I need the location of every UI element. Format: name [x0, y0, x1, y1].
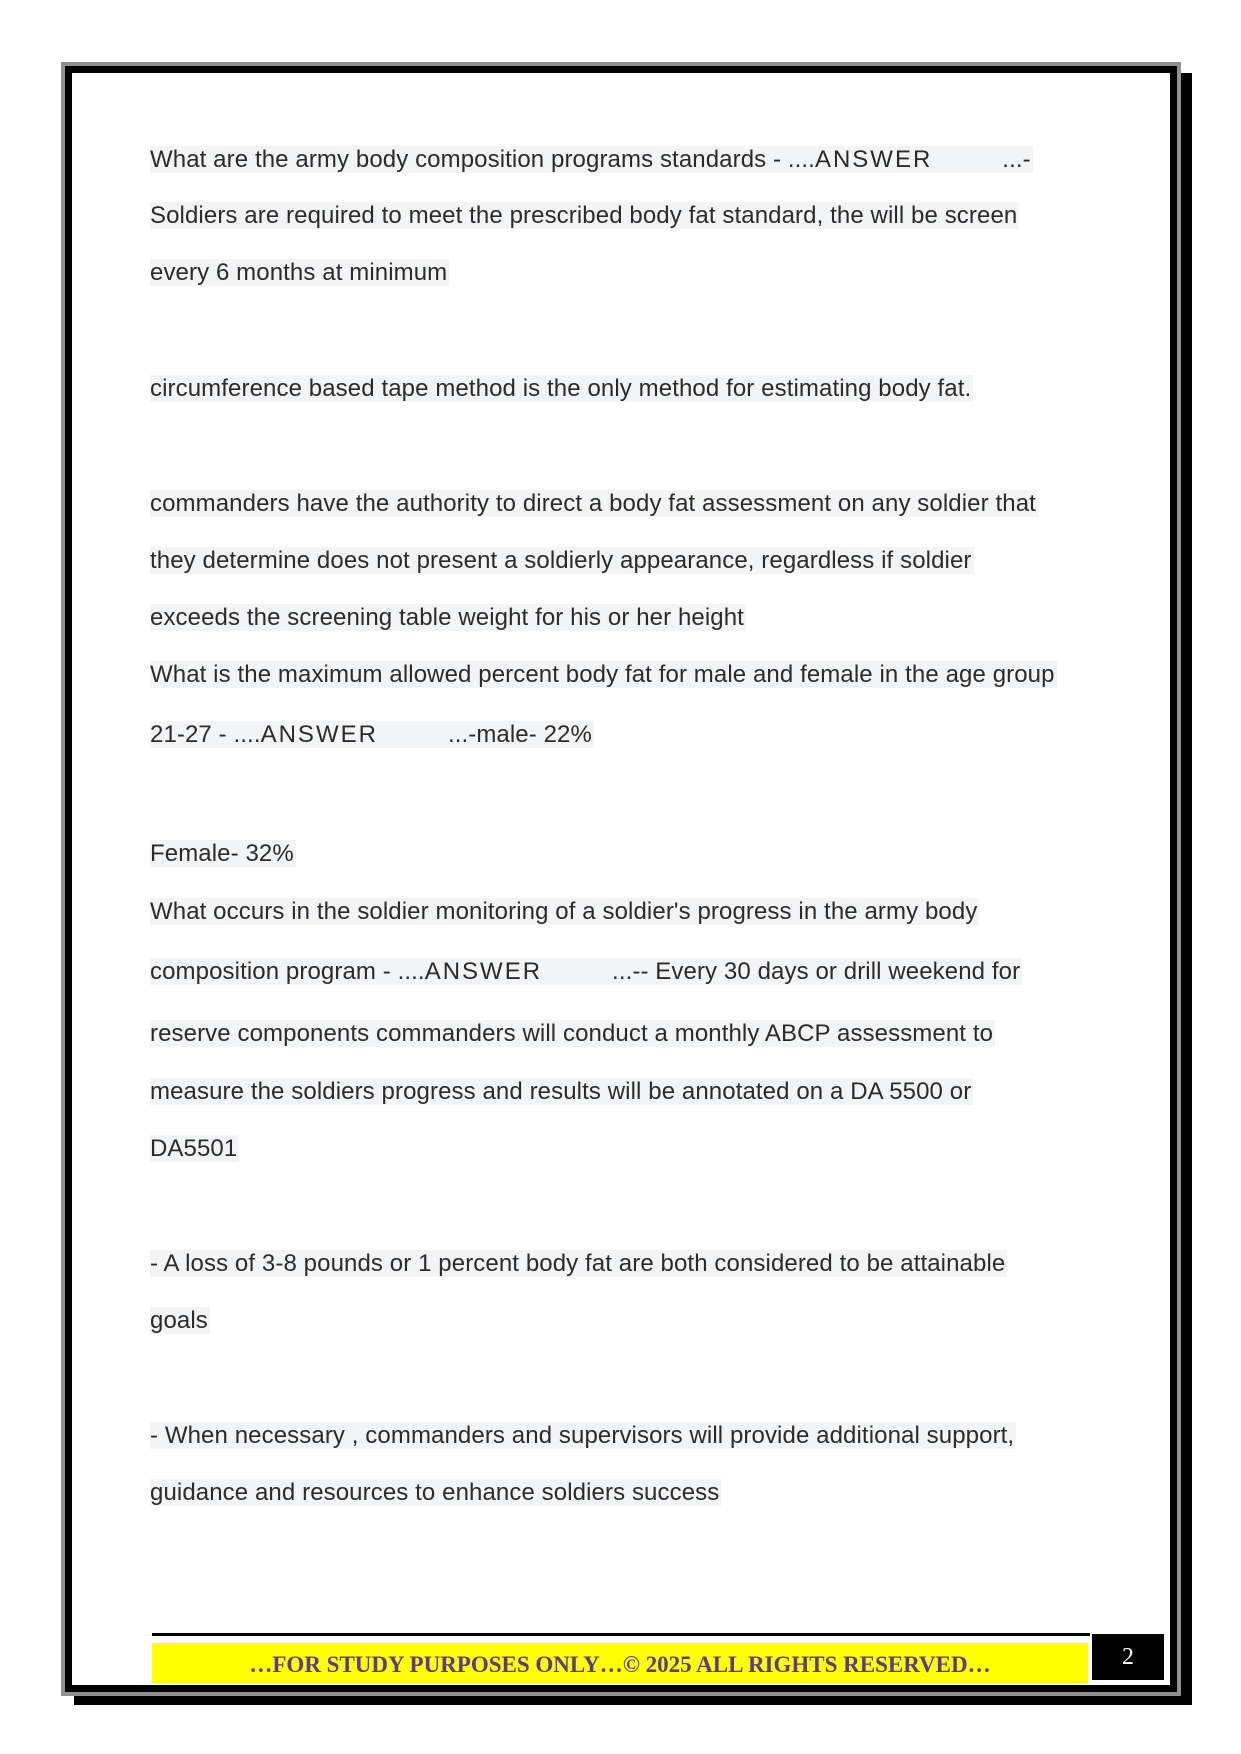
answer-text: they determine does not present a soldierly appearance, regardless if soldier — [150, 547, 972, 574]
page-number: 2 — [1092, 1634, 1164, 1680]
text-line — [150, 603, 746, 633]
text-line — [150, 489, 1038, 519]
answer-text: measure the soldiers progress and results will be annotated on a DA 5500 or — [150, 1078, 972, 1105]
answer-text: - When necessary , commanders and supervisors will provide additional support, — [150, 1422, 1015, 1449]
text-line — [150, 546, 974, 576]
answer-text: - A loss of 3-8 pounds or 1 percent body fat are both considered to be attainable — [150, 1250, 1006, 1277]
answer-text: guidance and resources to enhance soldiers success — [150, 1479, 720, 1506]
text-line — [150, 839, 296, 869]
question-text: 21-27 - .... — [150, 721, 261, 748]
text-line — [150, 1306, 210, 1336]
footer-notice: …FOR STUDY PURPOSES ONLY…© 2025 ALL RIGHTS RESERVED… — [152, 1643, 1088, 1683]
question-text: What are the army body composition programs standards - .... — [150, 146, 815, 173]
text-line — [150, 374, 973, 404]
text-line — [150, 957, 1022, 987]
text-line — [150, 660, 1057, 690]
text-line — [150, 1077, 973, 1107]
text-line — [150, 1019, 995, 1049]
text-line — [150, 720, 594, 750]
text-line — [150, 1249, 1007, 1279]
answer-marker: ANSWER — [260, 721, 378, 748]
answer-text: DA5501 — [150, 1135, 238, 1162]
answer-suffix: ...- — [1002, 146, 1031, 173]
text-line — [150, 1421, 1016, 1451]
answer-marker: ANSWER — [424, 958, 543, 985]
text-line — [150, 1478, 721, 1508]
answer-text: circumference based tape method is the only method for estimating body fat. — [150, 375, 972, 402]
answer-text: reserve components commanders will conduct a monthly ABCP assessment to — [150, 1020, 994, 1047]
text-line — [150, 258, 449, 288]
answer-text: Soldiers are required to meet the prescribed body fat standard, the will be screen — [150, 202, 1018, 229]
text-line — [150, 1134, 239, 1164]
text-line — [150, 145, 1033, 175]
answer-marker: ANSWER — [814, 146, 933, 173]
answer-text: goals — [150, 1307, 208, 1334]
question-text: composition program - .... — [150, 958, 425, 985]
answer-text: every 6 months at minimum — [150, 259, 448, 286]
text-line — [150, 201, 1019, 231]
question-text: What occurs in the soldier monitoring of a soldier's progress in the army body — [150, 898, 978, 925]
text-line — [150, 897, 979, 927]
answer-text: exceeds the screening table weight for his or her height — [150, 604, 744, 631]
answer-text: Female- 32% — [150, 840, 294, 867]
question-text: What is the maximum allowed percent body fat for male and female in the age group — [150, 661, 1055, 688]
answer-text: commanders have the authority to direct a body fat assessment on any soldier that — [150, 490, 1036, 517]
footer-rule — [152, 1633, 1090, 1636]
answer-suffix: ...-male- 22% — [447, 721, 592, 748]
answer-suffix: ...-- Every 30 days or drill weekend for — [612, 958, 1021, 985]
